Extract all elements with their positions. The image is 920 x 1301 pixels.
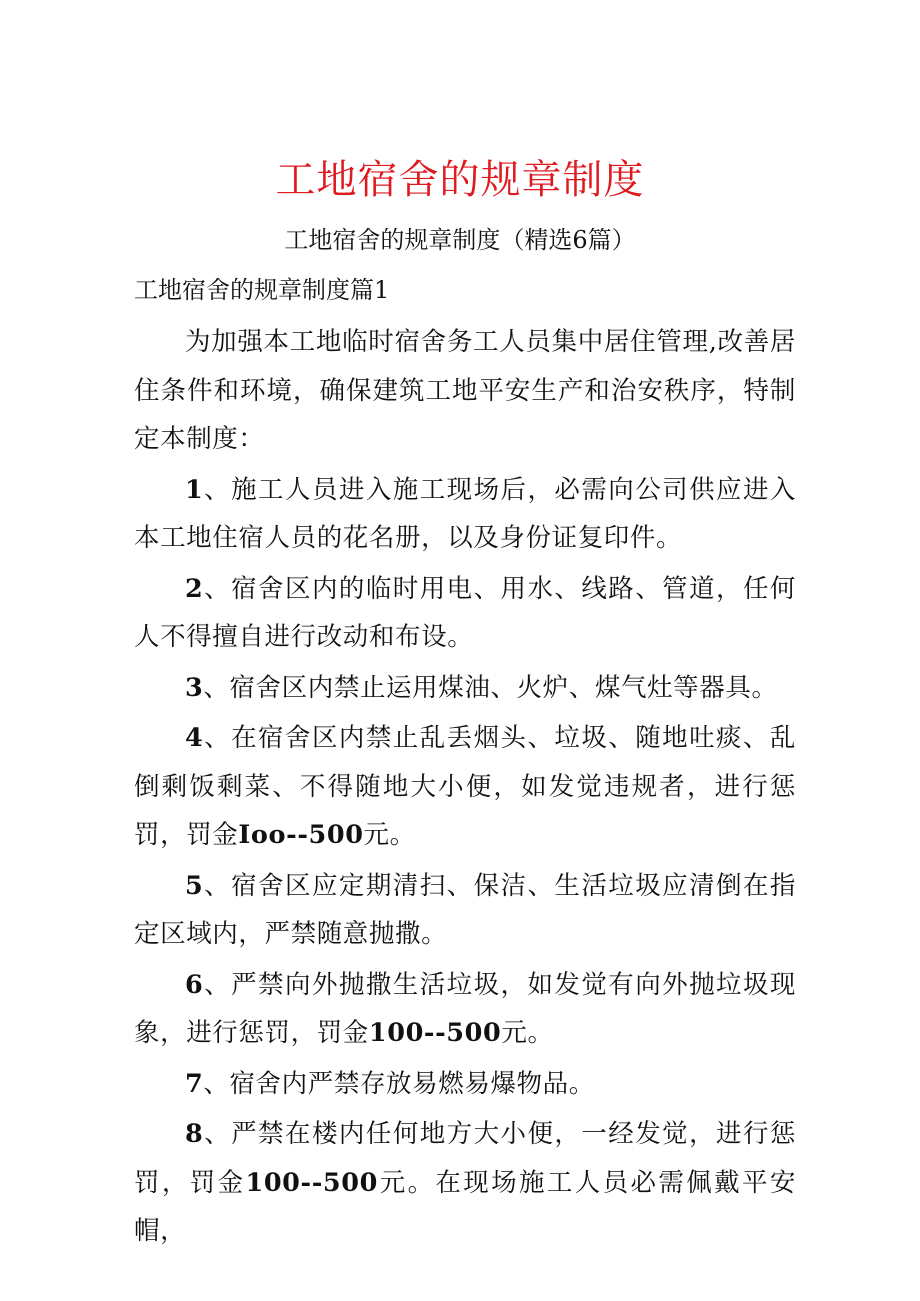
rule-text: 、宿舍区内禁止运用煤油、火炉、煤气灶等器具。 (203, 672, 778, 703)
section-heading: 工地宿舍的规章制度篇1 (134, 276, 390, 304)
intro-paragraph: 为加强本工地临时宿舍务工人员集中居住管理,改善居住条件和环境，确保建筑工地平安生产和治安秩序，特制定本制度： (134, 327, 796, 454)
rule-tail: 元。在现场施工人员必需佩戴平安帽， (134, 1167, 796, 1246)
rule-text: 、在宿舍区内禁止乱丢烟头、垃圾、随地吐痰、乱倒剩饭剩菜、不得随地大小便，如发觉违规者，进行惩罚，罚金 (134, 723, 796, 850)
rule-number: 4 (185, 723, 204, 753)
rule-number: 1 (185, 474, 204, 505)
rule-number: 2 (185, 573, 204, 604)
rule-number: 5 (185, 870, 204, 901)
rule-paragraph (134, 664, 796, 713)
document-subtitle: 工地宿舍的规章制度（精选6篇） (284, 226, 636, 254)
rule-text: 、施工人员进入施工现场后，必需向公司供应进入本工地住宿人员的花名册，以及身份证复印件。 (134, 474, 796, 553)
rule-paragraph (134, 466, 796, 563)
rule-text: 、严禁在楼内任何地方大小便，一经发觉，进行惩罚，罚金 (134, 1119, 796, 1198)
rule-number: 8 (185, 1119, 204, 1149)
rule-text: 、宿舍区应定期清扫、保洁、生活垃圾应清倒在指定区域内，严禁随意抛撒。 (134, 870, 796, 949)
rule-paragraph (134, 862, 796, 959)
rule-text: 、严禁向外抛撒生活垃圾，如发觉有向外抛垃圾现象，进行惩罚，罚金 (134, 969, 796, 1048)
rule-paragraph (134, 961, 796, 1058)
rule-paragraph (134, 1060, 796, 1109)
fine-amount: 100--500 (245, 1167, 378, 1198)
rule-text: 、宿舍区内的临时用电、用水、线路、管道，任何人不得擅自进行改动和布设。 (134, 573, 796, 652)
rule-tail: 元。 (363, 820, 416, 850)
fine-amount: 100--500 (368, 1018, 502, 1048)
rule-paragraph (134, 714, 796, 860)
rule-text: 、宿舍内严禁存放易燃易爆物品。 (203, 1068, 595, 1099)
fine-amount: Ioo--500 (238, 820, 364, 850)
rule-paragraph (134, 1110, 796, 1256)
rule-number: 7 (185, 1068, 204, 1099)
rule-tail: 元。 (501, 1018, 554, 1048)
body-text (134, 318, 796, 1258)
document-title: 工地宿舍的规章制度 (275, 157, 645, 203)
rule-number: 3 (185, 672, 204, 703)
rule-paragraph (134, 565, 796, 662)
rule-number: 6 (185, 969, 204, 1000)
